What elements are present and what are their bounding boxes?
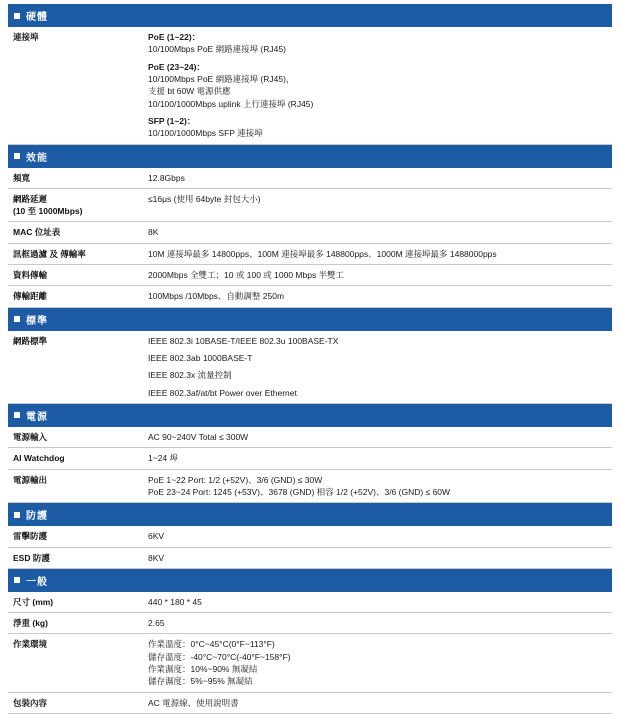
- section-header: [8, 145, 612, 168]
- table-row: [8, 27, 612, 144]
- section-title: 效能: [26, 152, 48, 164]
- sections-container: [8, 4, 612, 714]
- spec-key: 資料傳輸: [8, 265, 143, 286]
- spec-value-line: 1~24 埠: [148, 453, 179, 464]
- spec-value: [143, 286, 612, 307]
- spec-value-line: IEEE 802.3af/at/bt Power over Ethernet: [148, 387, 297, 398]
- spec-value-line: ≤16μs (使用 64byte 封包大小): [148, 193, 261, 204]
- spec-key: [8, 188, 143, 222]
- section-title: 硬體: [26, 12, 48, 23]
- spec-section: [8, 145, 612, 308]
- spec-value-line: 6KV: [148, 531, 165, 542]
- section-title: 標準: [26, 315, 48, 327]
- spec-value-line: 440 * 180 * 45: [148, 596, 202, 607]
- spec-key: ESD 防護: [8, 547, 143, 568]
- spec-key: 作業環境: [8, 634, 143, 692]
- spec-key: 淨重 (kg): [8, 613, 143, 634]
- square-bullet-icon: [14, 577, 20, 583]
- spec-value: [143, 243, 612, 264]
- spec-value-line: 12.8Gbps: [148, 172, 185, 183]
- spec-key: MAC 位址表: [8, 222, 143, 243]
- spec-value-line: 10/100/1000Mbps uplink 上行連接埠 (RJ45): [148, 98, 314, 109]
- square-bullet-icon: [14, 153, 20, 159]
- table-row: [8, 265, 612, 286]
- spec-section: [8, 569, 612, 714]
- spec-key: AI Watchdog: [8, 448, 143, 469]
- table-row: [8, 331, 612, 404]
- table-row: [8, 634, 612, 692]
- square-bullet-icon: [14, 13, 20, 19]
- spec-value-line: 8K: [148, 227, 159, 238]
- spec-value-line: IEEE 802.3i 10BASE-T/IEEE 802.3u 100BASE-TX: [148, 335, 339, 346]
- spec-key: 訊框過濾 及 傳輸率: [8, 243, 143, 264]
- spec-value: [143, 592, 612, 613]
- spec-value-line: 8KV: [148, 552, 165, 563]
- spec-value: [143, 168, 612, 189]
- table-row: [8, 547, 612, 568]
- spec-value-line: PoE (23~24)：: [148, 61, 205, 72]
- spec-value: [143, 634, 612, 692]
- spec-value-line: PoE 23~24 Port: 1245 (+53V)、3678 (GND) 相容 1/2 (+52V)、3/6 (GND) ≤ 60W: [148, 486, 451, 497]
- spec-value-line: 10M 連接埠最多 14800pps、100M 連接埠最多 148800pps、1000M 連接埠最多 1488000pps: [148, 248, 497, 259]
- spec-section: [8, 503, 612, 569]
- spec-section: [8, 308, 612, 404]
- table-row: [8, 448, 612, 469]
- spec-value: [143, 222, 612, 243]
- spec-value-line: SFP (1~2)：: [148, 115, 196, 126]
- spec-value: [143, 27, 612, 144]
- spec-key: 頻寬: [8, 168, 143, 189]
- spec-key: 連接埠: [8, 27, 143, 144]
- section-header: [8, 569, 612, 592]
- table-row: [8, 613, 612, 634]
- table-row: [8, 592, 612, 613]
- spec-key-line: 網路延遲: [13, 193, 48, 204]
- spec-value-line: PoE (1~22)：: [148, 32, 201, 42]
- table-row: [8, 526, 612, 547]
- spec-key: 尺寸 (mm): [8, 592, 143, 613]
- spec-value-line: 10/100/1000Mbps SFP 連接埠: [148, 128, 263, 139]
- spec-value: [143, 427, 612, 448]
- spec-table: [8, 331, 612, 404]
- spec-value-line: 100Mbps /10Mbps、自動調整 250m: [148, 291, 285, 302]
- spec-value-line: 2.65: [148, 618, 165, 629]
- spec-value-line: 支援 bt 60W 電源供應: [148, 86, 231, 97]
- spec-table: [8, 27, 612, 145]
- table-row: [8, 188, 612, 222]
- spec-section: [8, 404, 612, 503]
- spec-value: [143, 526, 612, 547]
- spec-value: [143, 448, 612, 469]
- spec-value-line: 作業溫度：0°C~45°C(0°F~113°F): [148, 639, 275, 650]
- spec-value-line: 10/100Mbps PoE 網路連接埠 (RJ45)，: [148, 73, 295, 84]
- spec-value: [143, 547, 612, 568]
- spec-key: 電源輸出: [8, 469, 143, 503]
- spec-table: [8, 592, 612, 714]
- section-header: [8, 308, 612, 331]
- square-bullet-icon: [14, 412, 20, 418]
- spec-section: [8, 4, 612, 145]
- section-header: [8, 4, 612, 27]
- table-row: [8, 469, 612, 503]
- spec-value: [143, 613, 612, 634]
- square-bullet-icon: [14, 512, 20, 518]
- table-row: [8, 692, 612, 713]
- table-row: [8, 286, 612, 307]
- spec-value: [143, 692, 612, 713]
- section-header: [8, 503, 612, 526]
- section-header: [8, 404, 612, 427]
- square-bullet-icon: [14, 316, 20, 322]
- section-title: 電源: [26, 411, 48, 423]
- spec-key: 雷擊防護: [8, 526, 143, 547]
- table-row: [8, 222, 612, 243]
- spec-value-line: 2000Mbps 全雙工；10 或 100 或 1000 Mbps 半雙工: [148, 270, 345, 281]
- spec-value: [143, 469, 612, 503]
- table-row: [8, 243, 612, 264]
- spec-key: 網路標準: [8, 331, 143, 404]
- spec-value-line: 10/100Mbps PoE 網路連接埠 (RJ45): [148, 44, 286, 55]
- spec-key-line: (10 至 1000Mbps): [13, 206, 83, 217]
- spec-key: 傳輸距離: [8, 286, 143, 307]
- spec-value-line: PoE 1~22 Port: 1/2 (+52V)、3/6 (GND) ≤ 30W: [148, 474, 323, 485]
- spec-value: [143, 265, 612, 286]
- spec-key: 包裝內容: [8, 692, 143, 713]
- spec-value-line: 作業濕度：10%~90% 無凝結: [148, 664, 258, 675]
- spec-value-line: IEEE 802.3ab 1000BASE-T: [148, 353, 253, 363]
- spec-value-line: 儲存溫度：-40°C~70°C(-40°F~158°F): [148, 651, 291, 662]
- spec-value-line: IEEE 802.3x 流量控制: [148, 370, 232, 381]
- spec-value-line: AC 電源線、使用說明書: [148, 697, 239, 708]
- spec-table: [8, 168, 612, 308]
- spec-table: [8, 526, 612, 569]
- spec-value-line: 儲存濕度：5%~95% 無凝結: [148, 676, 253, 687]
- table-row: [8, 427, 612, 448]
- spec-key: 電源輸入: [8, 427, 143, 448]
- spec-value: [143, 188, 612, 222]
- spec-value: [143, 331, 612, 404]
- spec-table: [8, 427, 612, 503]
- section-title: 防護: [26, 511, 48, 523]
- table-row: [8, 168, 612, 189]
- section-title: 一般: [26, 576, 48, 588]
- spec-value-line: AC 90~240V Total ≤ 300W: [148, 431, 249, 442]
